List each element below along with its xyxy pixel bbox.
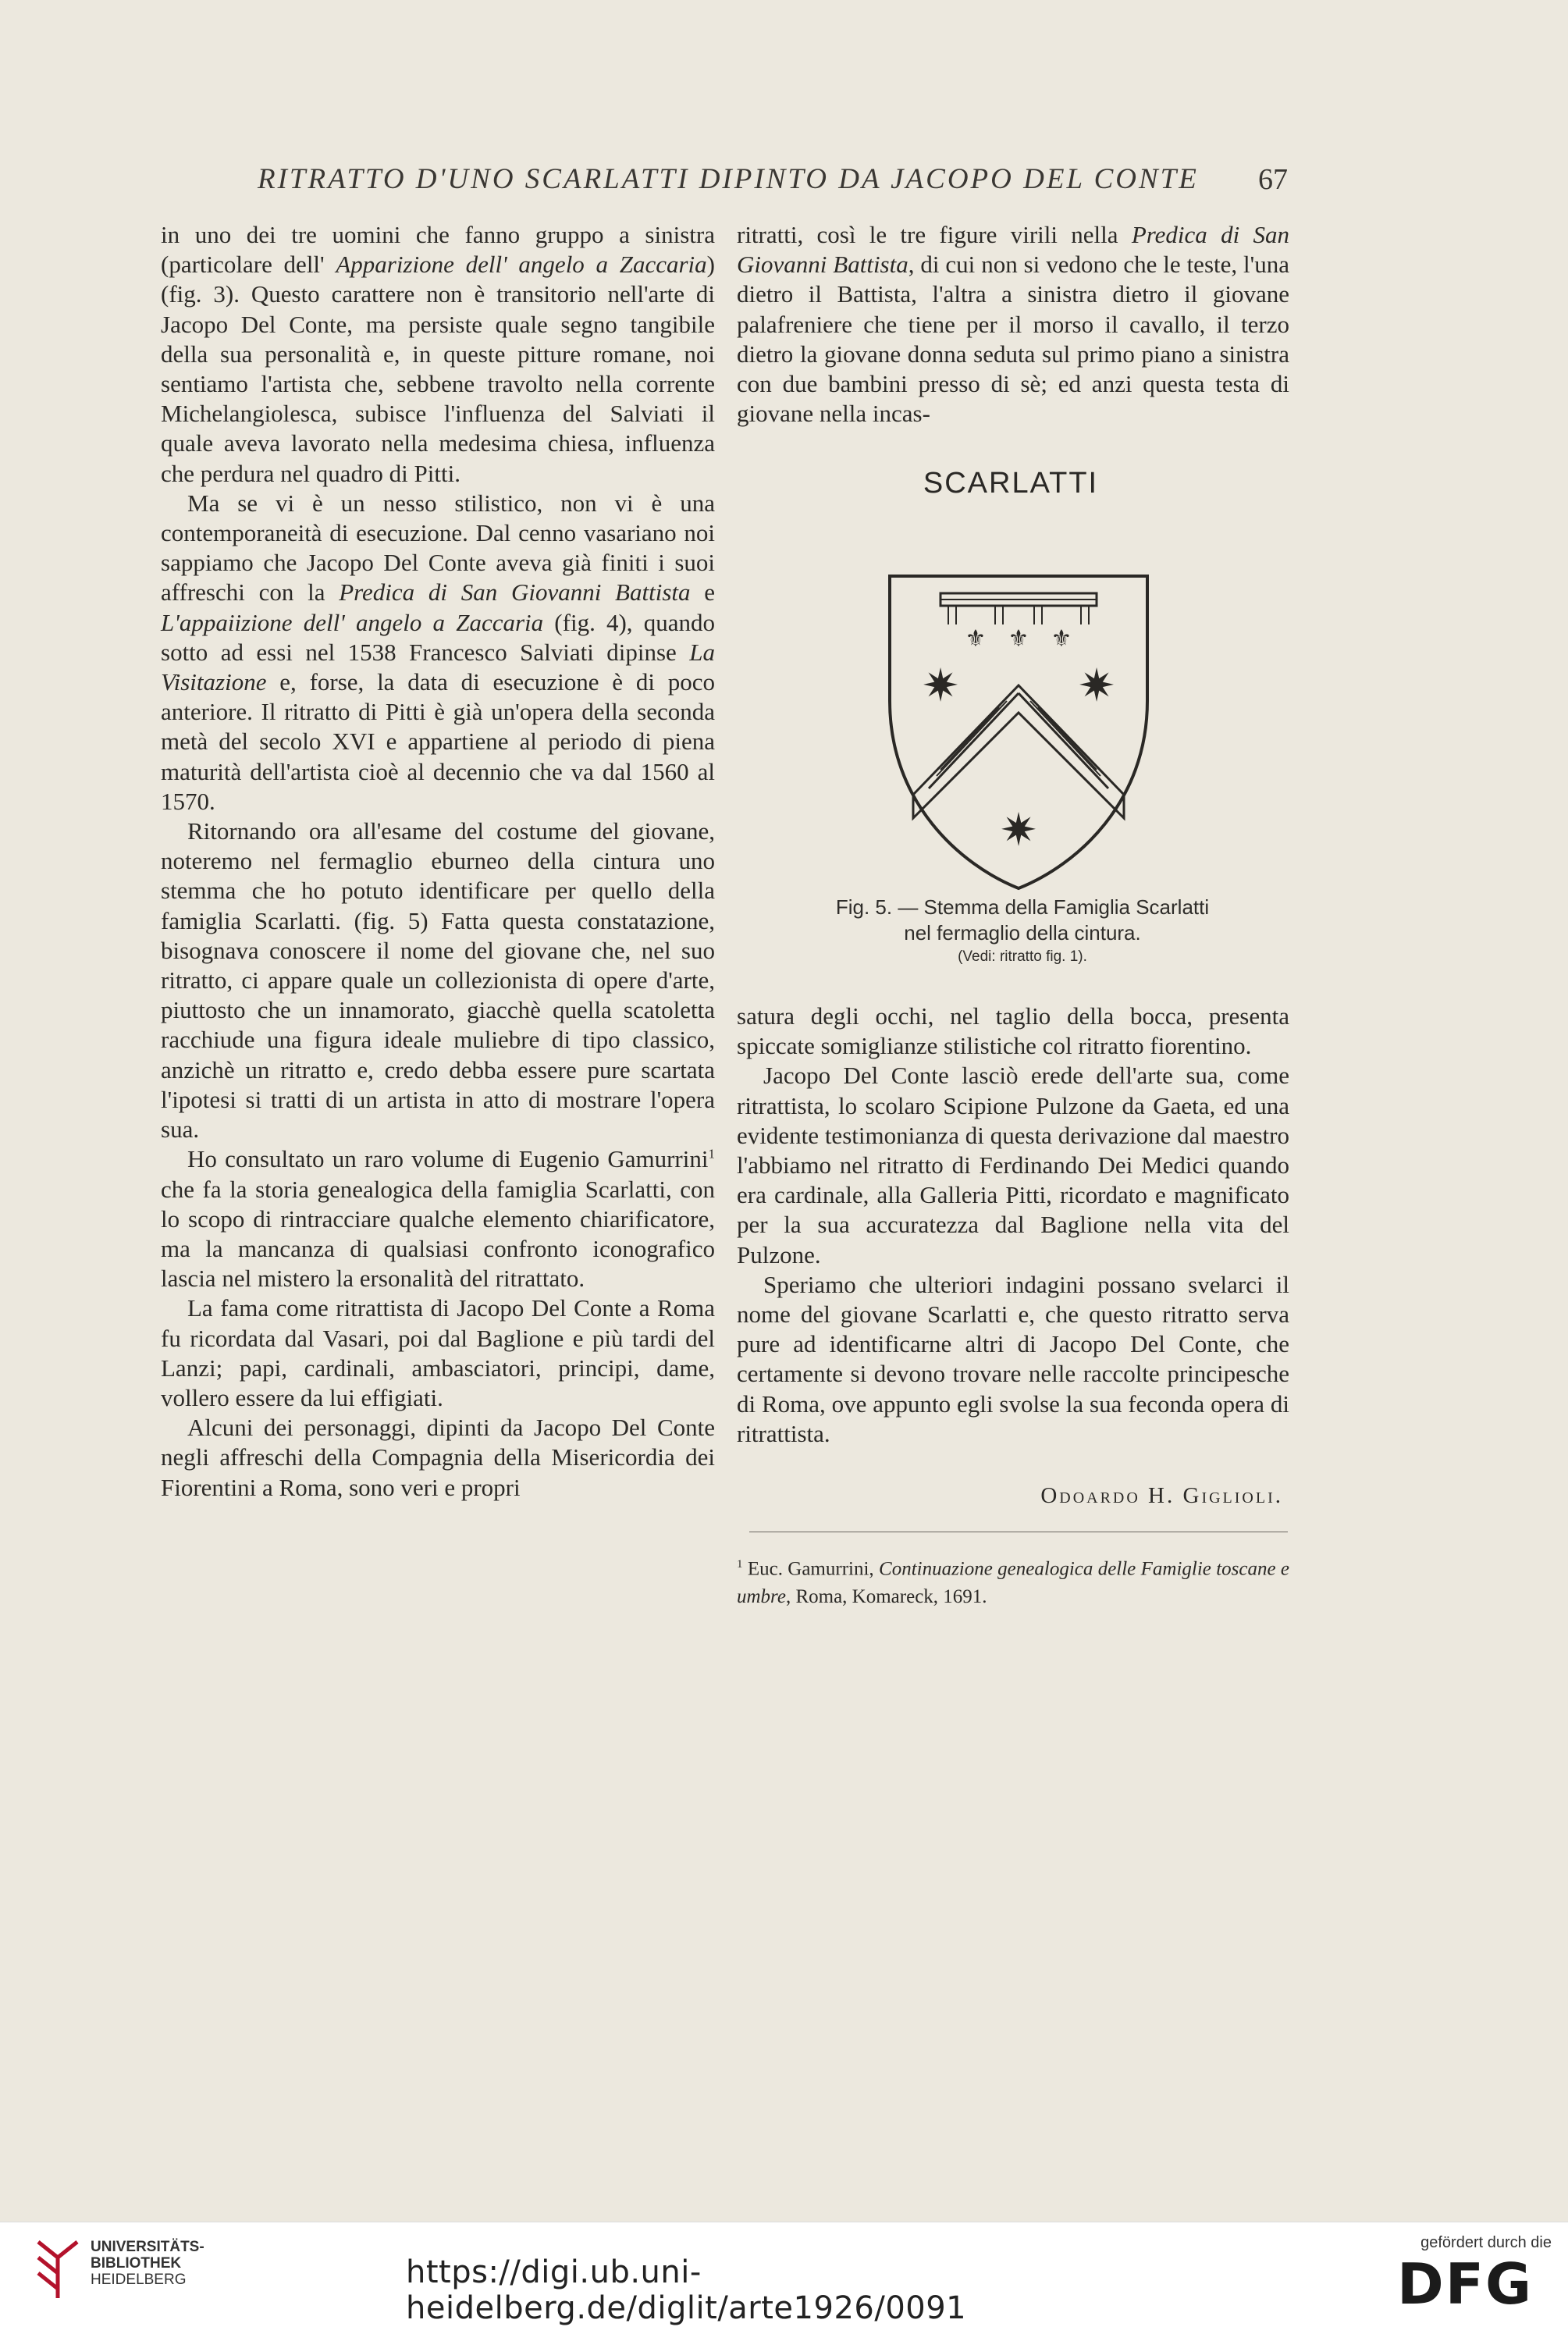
permalink-url[interactable]: https://digi.ub.uni-heidelberg.de/diglit/arte1926/0091 [406,2254,967,2326]
paragraph: Ritornando ora all'esame del costume del giovane, noteremo nel fermaglio eburneo della cintura uno stemma che ho potuto identificare per quello della famiglia Scarlatti. (fig. 5) Fatta questa constatazione, bisognava conoscere il nome del giovane che, nel suo ritratto, ci appare quale un collezionista di opere d'arte, piuttosto che un innamorato, giacchè quella scatoletta racchiude una figura ideale muliebre di tipo classico, anzichè un ritratto e, credo debba essere pure scartata l'ipotesi si tratti di un artista in atto di mostrare l'opera sua. [161,817,715,1144]
paragraph: Alcuni dei personaggi, dipinti da Jacopo Del Conte negli affreschi della Compagnia della Misericordia dei Fiorentini a Roma, sono veri e propri [161,1414,715,1501]
paragraph: ritratti, così le tre figure virili nella Predica di San Giovanni Battista, di cui non si vedono che le teste, l'una dietro il Battista, l'altra a sinistra dietro il giovane palafreniere che tiene per il morso il cavallo, il terzo dietro la giovane donna seduta sul primo piano a sinistra con due bambini presso di sè; ed anzi questa testa di giovane nella incas- [737,221,1290,428]
paragraph: Ho consultato un raro volume di Eugenio Gamurrini$^1$ che fa la storia genealogica della famiglia Scarlatti, con lo scopo di rintracciare qualche elemento chiarificatore, ma la mancanza di qualsiasi confronto iconografico lascia nel mistero la ersonalità del ritrattato. [161,1145,715,1293]
footnote: $^1$ Euc. Gamurrini, Continuazione genealogica delle Famiglie toscane e umbre, Roma, Komareck, 1691. [737,1558,1289,1608]
right-column-bottom [737,1002,1289,1449]
paragraph: Speriamo che ulteriori indagini possano svelarci il nome del giovane Scarlatti e, che questo ritratto serva pure ad identificarne altri di Jacopo Del Conte, che certamente si devono trovare nelle raccolte principesche di Roma, ove appunto egli svolse la sua feconda opera di ritrattista. [737,1270,1289,1447]
university-library-name[interactable]: UNIVERSITÄTS- BIBLIOTHEK HEIDELBERG [91,2239,204,2288]
author-signature: Odoardo H. Giglioli. [1040,1483,1283,1508]
dfg-logo[interactable]: DFG [1397,2251,1534,2317]
svg-text:✷: ✷ [921,659,960,712]
running-head: RITRATTO D'UNO SCARLATTI DIPINTO DA JACOPO DEL CONTE [258,163,1199,195]
left-column [161,220,715,1503]
funding-note: gefördert durch die [1420,2234,1552,2251]
scarlatti-coat-of-arms-image [882,568,1155,896]
svg-text:✷: ✷ [1077,659,1116,712]
footnote-marker[interactable]: 1 [708,1146,715,1162]
coat-of-arms-title: SCARLATTI [923,467,1099,500]
svg-text:⚜: ⚜ [1008,625,1029,653]
paragraph: Jacopo Del Conte lasciò erede dell'arte sua, come ritrattista, lo scolaro Scipione Pulzone da Gaeta, ed una evidente testimonianza di questa derivazione dal maestro l'abbiamo nel ritratto di Ferdinando Dei Medici quando era cardinale, alla Galleria Pitti, ricordato e magnificato per la sua accuratezza dal Baglione nella vita del Pulzone. [737,1062,1289,1268]
page-number: 67 [1258,163,1288,196]
paragraph: Ma se vi è un nesso stilistico, non vi è una contemporaneità di esecuzione. Dal cenno vasariano noi sappiamo che Jacopo Del Conte aveva già finiti i suoi affreschi con la Predica di San Giovanni Battista e L'appaiizione dell' angelo a Zaccaria (fig. 4), quando sotto ad essi nel 1538 Francesco Salviati dipinse La Visitazione e, forse, la data di esecuzione è di poco anteriore. Il ritratto di Pitti è già un'opera della seconda metà del secolo XVI e appartiene al periodo di piena maturità dell'artista cioè al decennio che va dal 1560 al 1570. [161,489,716,815]
svg-text:⚜: ⚜ [965,625,987,653]
svg-text:✷: ✷ [999,803,1038,856]
paragraph: in uno dei tre uomini che fanno gruppo a sinistra (particolare dell' Apparizione dell' angelo a Zaccaria) (fig. 3). Questo carattere non è transitorio nell'arte di Jacopo Del Conte, ma persiste quale segno tangibile della sua personalità e, in queste pitture romane, noi sentiamo l'artista che, sebbene travolto nella corrente Michelangiolesca, subisce l'influenza del Salviati il quale aveva lavorato nella medesima chiesa, influenza che perdura nel quadro di Pitti. [161,221,715,487]
svg-text:⚜: ⚜ [1051,625,1072,653]
paragraph: satura degli occhi, nel taglio della bocca, presenta spiccate somiglianze stilistiche col ritratto fiorentino. [737,1002,1289,1060]
right-column-top [737,220,1289,429]
university-library-logo-icon[interactable] [34,2234,81,2304]
paragraph: La fama come ritrattista di Jacopo Del Conte a Roma fu ricordata dal Vasari, poi dal Baglione e più tardi del Lanzi; papi, cardinali, ambasciatori, principi, dame, vollero essere da lui effigiati. [161,1294,715,1411]
figure-caption: Fig. 5. — Stemma della Famiglia Scarlatti nel fermaglio della cintura. (Vedi: ritratto fig. 1). [835,895,1210,965]
